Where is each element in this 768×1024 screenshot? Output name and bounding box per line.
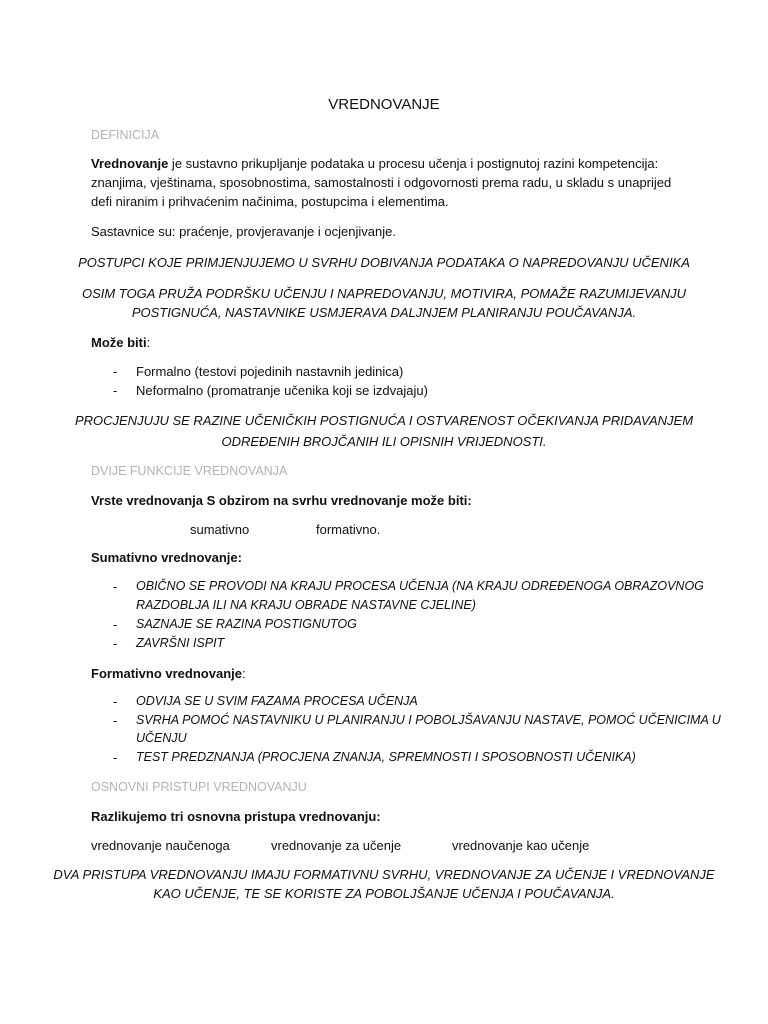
form-item-3: TEST PREDZNANJA (PROCJENA ZNANJA, SPREMNOSTI I SPOSOBNOSTI UČENIKA) <box>136 750 636 764</box>
definition-line-3: defi niranim i prihvaćenim načinima, postupcima i elementima. <box>91 194 449 209</box>
vrste-vrednovanja: Vrste vrednovanja S obzirom na svrhu vrednovanje može biti: <box>91 493 472 508</box>
sastavnice-paragraph: Sastavnice su: praćenje, provjeravanje i ocjenjivanje. <box>91 224 396 239</box>
pristup-naucenoga: vrednovanje naučenoga <box>91 838 230 853</box>
osim-toga-line-2: POSTIGNUĆA, NASTAVNIKE USMJERAVA DALJNJEM PLANIRANJU POUČAVANJA. <box>131 305 637 320</box>
form-item-2-line-2: UČENJU <box>136 731 187 745</box>
list-dash: - <box>113 694 118 709</box>
word-formativno: formativno. <box>316 522 381 537</box>
sumativno-heading: Sumativno vrednovanje: <box>91 550 242 565</box>
list-dash: - <box>113 364 118 379</box>
list-dash: - <box>113 579 118 594</box>
list-dash: - <box>113 617 118 632</box>
dva-pristupa-line-2: KAO UČENJE, TE SE KORISTE ZA POBOLJŠANJE UČENJA I POUČAVANJA. <box>153 886 615 901</box>
term-vrednovanje: Vrednovanje <box>91 156 169 171</box>
definition-line-1 <box>91 154 658 173</box>
dva-pristupa-line-1: DVA PRISTUPA VREDNOVANJU IMAJU FORMATIVNU SVRHU, VREDNOVANJE ZA UČENJE I VREDNOVANJE <box>53 867 715 882</box>
razlikujemo-paragraph: Razlikujemo tri osnovna pristupa vrednovanju: <box>91 809 381 824</box>
list-item-formalno: Formalno (testovi pojedinih nastavnih jedinica) <box>136 364 404 379</box>
list-item-neformalno: Neformalno (promatranje učenika koji se izdvajaju) <box>136 383 428 398</box>
postupci-caption: POSTUPCI KOJE PRIMJENJUJEMO U SVRHU DOBIVANJA PODATAKA O NAPREDOVANJU UČENIKA <box>78 255 690 270</box>
formativno-heading: Formativno vrednovanje: <box>91 666 246 681</box>
pristup-za-ucenje: vrednovanje za učenje <box>271 838 402 853</box>
heading-dvije-funkcije: DVIJE FUNKCIJE VREDNOVANJA <box>91 464 288 478</box>
pristup-kao-ucenje: vrednovanje kao učenje <box>452 838 590 853</box>
list-dash: - <box>113 383 118 398</box>
list-dash: - <box>113 750 118 765</box>
list-dash: - <box>113 636 118 651</box>
document-title: VREDNOVANJE <box>328 96 440 113</box>
sum-item-3: ZAVRŠNI ISPIT <box>136 636 225 650</box>
word-sumativno: sumativno <box>190 522 250 537</box>
heading-definicija: DEFINICIJA <box>91 128 160 142</box>
heading-osnovni-pristupi: OSNOVNI PRISTUPI VREDNOVANJU <box>91 780 307 794</box>
list-dash: - <box>113 713 118 728</box>
sum-item-1-line-2: RAZDOBLJA ILI NA KRAJU OBRADE NASTAVNE CJELINE) <box>136 598 476 612</box>
moze-biti-label: Može biti: <box>91 335 151 350</box>
form-item-1: ODVIJA SE U SVIM FAZAMA PROCESA UČENJA <box>136 694 418 708</box>
sum-item-2: SAZNAJE SE RAZINA POSTIGNUTOG <box>136 617 357 631</box>
osim-toga-line-1: OSIM TOGA PRUŽA PODRŠKU UČENJU I NAPREDOVANJU, MOTIVIRA, POMAŽE RAZUMIJEVANJU <box>81 286 687 301</box>
definition-line-2: znanjima, vještinama, sposobnostima, samostalnosti i odgovornosti prema radu, u skladu s unaprijed <box>91 175 672 190</box>
procjenjuju-line-2: ODREĐENIH BROJČANIH ILI OPISNIH VRIJEDNOSTI. <box>221 434 547 449</box>
sum-item-1-line-1: OBIČNO SE PROVODI NA KRAJU PROCESA UČENJA (NA KRAJU ODREĐENOGA OBRAZOVNOG <box>136 579 704 593</box>
form-item-2-line-1: SVRHA POMOĆ NASTAVNIKU U PLANIRANJU I POBOLJŠAVANJU NASTAVE, POMOĆ UČENICIMA U <box>136 713 721 727</box>
procjenjuju-line-1: PROCJENJUJU SE RAZINE UČENIČKIH POSTIGNUĆA I OSTVARENOST OČEKIVANJA PRIDAVANJEM <box>74 413 694 428</box>
definition-text-1: je sustavno prikupljanje podataka u procesu učenja i postignutoj razini kompetencija: <box>168 156 659 171</box>
